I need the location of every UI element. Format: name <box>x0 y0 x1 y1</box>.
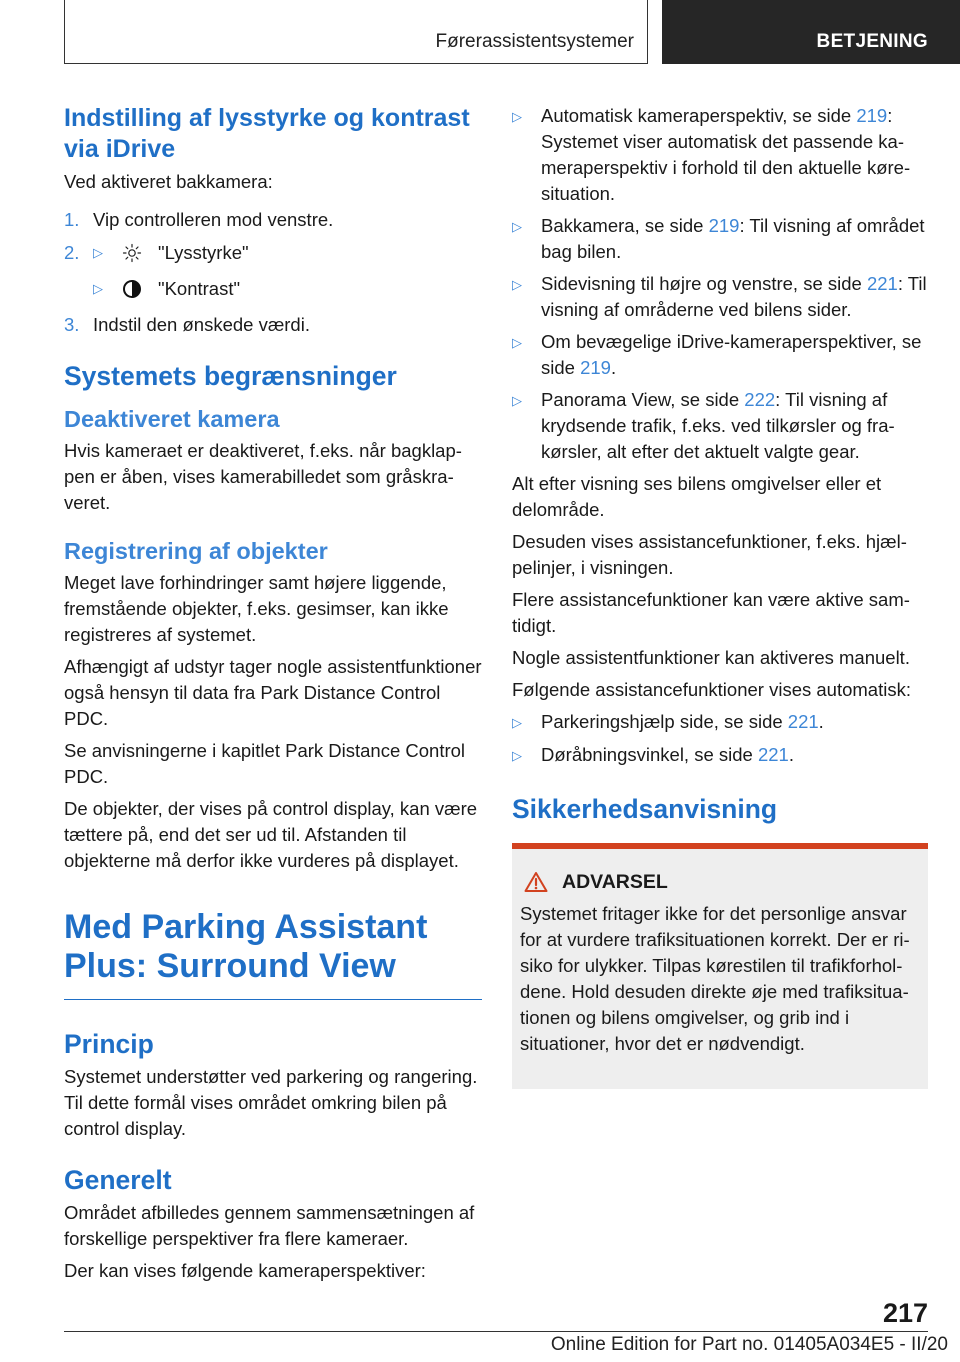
header-section-box <box>64 0 648 64</box>
header-section-title: Førerassistentsystemer <box>435 30 634 52</box>
assist-parking-text: Parkeringshjælp side, se side <box>541 711 788 732</box>
brightness-label: "Lysstyrke" <box>158 242 249 263</box>
left-column <box>64 103 482 1290</box>
triangle-right-icon: ▷ <box>93 281 103 296</box>
object-detection-p1: Meget lave forhindringer samt højere liggende, fremstående objekter, f.eks. gesimser, kan ikke registreres af systemet. <box>64 572 449 645</box>
triangle-right-icon: ▷ <box>512 277 522 292</box>
assist-parking <box>512 709 928 736</box>
step-2-brightness <box>93 240 482 266</box>
triangle-right-icon: ▷ <box>512 393 522 408</box>
step-2 <box>64 240 482 302</box>
general-p2: Der kan vises følgende kameraperspektiver: <box>64 1260 426 1281</box>
header-chapter-tab <box>662 0 960 64</box>
step-3-text: Indstil den ønskede værdi. <box>93 314 310 335</box>
page-link-219[interactable]: 219 <box>856 105 888 126</box>
page-number: 217 <box>882 1298 928 1328</box>
footer-edition: Online Edition for Part no. 01405A034E5 - II/20 <box>550 1334 948 1355</box>
perspective-side <box>512 271 928 323</box>
safety-heading: Sikkerhedsanvisning <box>512 794 778 824</box>
principle-heading: Princip <box>64 1029 154 1059</box>
object-detection-heading: Registrering af objekter <box>64 538 328 564</box>
deactivated-camera-heading: Deaktiveret kamera <box>64 406 280 432</box>
perspective-rear-desc: : Til visning af området bag bilen. <box>541 215 925 262</box>
warning-text: Systemet fritager ikke for det personlige ansvar for at vurdere trafiksituationen korrekt. Der er risiko for ulykker. Tilpas kørestilen til trafikforholdene. Hold desuden direkte øje med trafiksituationen og bilens omgivelser, og grib ind i situationer, hvor det er nødvendigt. <box>520 903 910 1054</box>
limitations-heading: Systemets begrænsninger <box>64 361 397 391</box>
deactivated-camera-text: Hvis kameraet er deaktiveret, f.eks. når bagklappen er åben, vises kamerabilledet som gråskraveret. <box>64 440 462 513</box>
perspective-auto-text: Automatisk kameraperspektiv, se side <box>541 105 857 126</box>
object-detection-p2: Afhængigt af udstyr tager nogle assistentfunktioner også hensyn til data fra Park Distance Control PDC. <box>64 656 482 729</box>
step-3 <box>64 312 482 338</box>
perspective-idrive <box>512 329 928 381</box>
right-column <box>512 103 928 1089</box>
warning-title <box>520 869 920 895</box>
right-p4: Nogle assistentfunktioner kan aktiveres manuelt. <box>512 647 910 668</box>
triangle-right-icon: ▷ <box>93 245 103 260</box>
triangle-right-icon: ▷ <box>512 335 522 350</box>
assist-door-end: . <box>788 744 794 765</box>
warning-box <box>512 849 928 1089</box>
triangle-right-icon: ▷ <box>512 219 522 234</box>
perspective-rear-text: Bakkamera, se side <box>541 215 709 236</box>
contrast-label: "Kontrast" <box>158 278 241 299</box>
chapter-title: Med Parking Assistant Plus: Surround View <box>64 908 428 985</box>
page-link-221[interactable]: 221 <box>757 744 789 765</box>
step-3-number: 3. <box>64 314 80 335</box>
warning-triangle-icon <box>520 871 562 893</box>
triangle-right-icon: ▷ <box>512 748 522 763</box>
brightness-contrast-heading: Indstilling af lysstyrke og kontrast via iDrive <box>64 104 470 163</box>
right-p3: Flere assistancefunktioner kan være aktive samtidigt. <box>512 589 910 636</box>
perspective-idrive-text: Om bevægelige iDrive-kameraperspektiver, se side <box>541 331 922 378</box>
perspective-panorama <box>512 387 928 465</box>
object-detection-p3: Se anvisningerne i kapitlet Park Distance Control PDC. <box>64 740 466 787</box>
principle-text: Systemet understøtter ved parkering og rangering. Til dette formål vises området omkring bilen på control display. <box>64 1066 478 1139</box>
contrast-icon <box>122 279 158 299</box>
brightness-intro: Ved aktiveret bakkamera: <box>64 171 273 192</box>
step-2-number: 2. <box>64 242 80 263</box>
object-detection-p4: De objekter, der vises på control display, kan være tættere på, end det ser ud til. Afstanden til objekterne må derfor ikke vurderes på displayet. <box>64 798 478 871</box>
page-link-219[interactable]: 219 <box>708 215 740 236</box>
assist-door-text: Døråbningsvinkel, se side <box>541 744 758 765</box>
footer-divider <box>64 1331 928 1332</box>
warning-label: ADVARSEL <box>562 871 668 893</box>
sun-icon <box>122 243 158 263</box>
page-link-222[interactable]: 222 <box>744 389 776 410</box>
page-link-221[interactable]: 221 <box>787 711 819 732</box>
triangle-right-icon: ▷ <box>512 109 522 124</box>
perspective-rear <box>512 213 928 265</box>
right-p2: Desuden vises assistancefunktioner, f.eks. hjælpelinjer, i visningen. <box>512 531 907 578</box>
step-1-number: 1. <box>64 209 80 230</box>
assist-parking-end: . <box>818 711 824 732</box>
perspective-idrive-desc: . <box>610 357 617 378</box>
step-1-text: Vip controlleren mod venstre. <box>93 209 334 230</box>
page-link-221[interactable]: 221 <box>866 273 898 294</box>
right-p1: Alt efter visning ses bilens omgivelser eller et delområde. <box>512 473 882 520</box>
page-link-219[interactable]: 219 <box>580 357 611 378</box>
triangle-right-icon: ▷ <box>512 715 522 730</box>
perspective-side-desc: : Til visning af områderne ved bilens sider. <box>541 273 927 320</box>
assist-door <box>512 742 928 769</box>
perspective-auto-desc: : Systemet viser automatisk det passende kameraperspektiv i forhold til den aktuelle køresituation. <box>541 105 911 204</box>
general-p1: Området afbilledes gennem sammensætningen af forskellige perspektiver fra flere kameraer. <box>64 1202 475 1249</box>
header-chapter-label: BETJENING <box>816 31 928 52</box>
general-heading: Generelt <box>64 1165 172 1195</box>
perspective-panorama-desc: : Til visning af krydsende trafik, f.eks. ved tilkørsler og frakørsler, alt efter det aktuelt valgte gear. <box>541 389 895 462</box>
right-p5: Følgende assistancefunktioner vises automatisk: <box>512 679 911 700</box>
perspective-auto <box>512 103 928 207</box>
step-1 <box>64 207 482 233</box>
perspective-side-text: Sidevisning til højre og venstre, se side <box>541 273 867 294</box>
chapter-divider <box>64 999 482 1000</box>
perspective-panorama-text: Panorama View, se side <box>541 389 745 410</box>
step-2-contrast <box>93 276 482 302</box>
